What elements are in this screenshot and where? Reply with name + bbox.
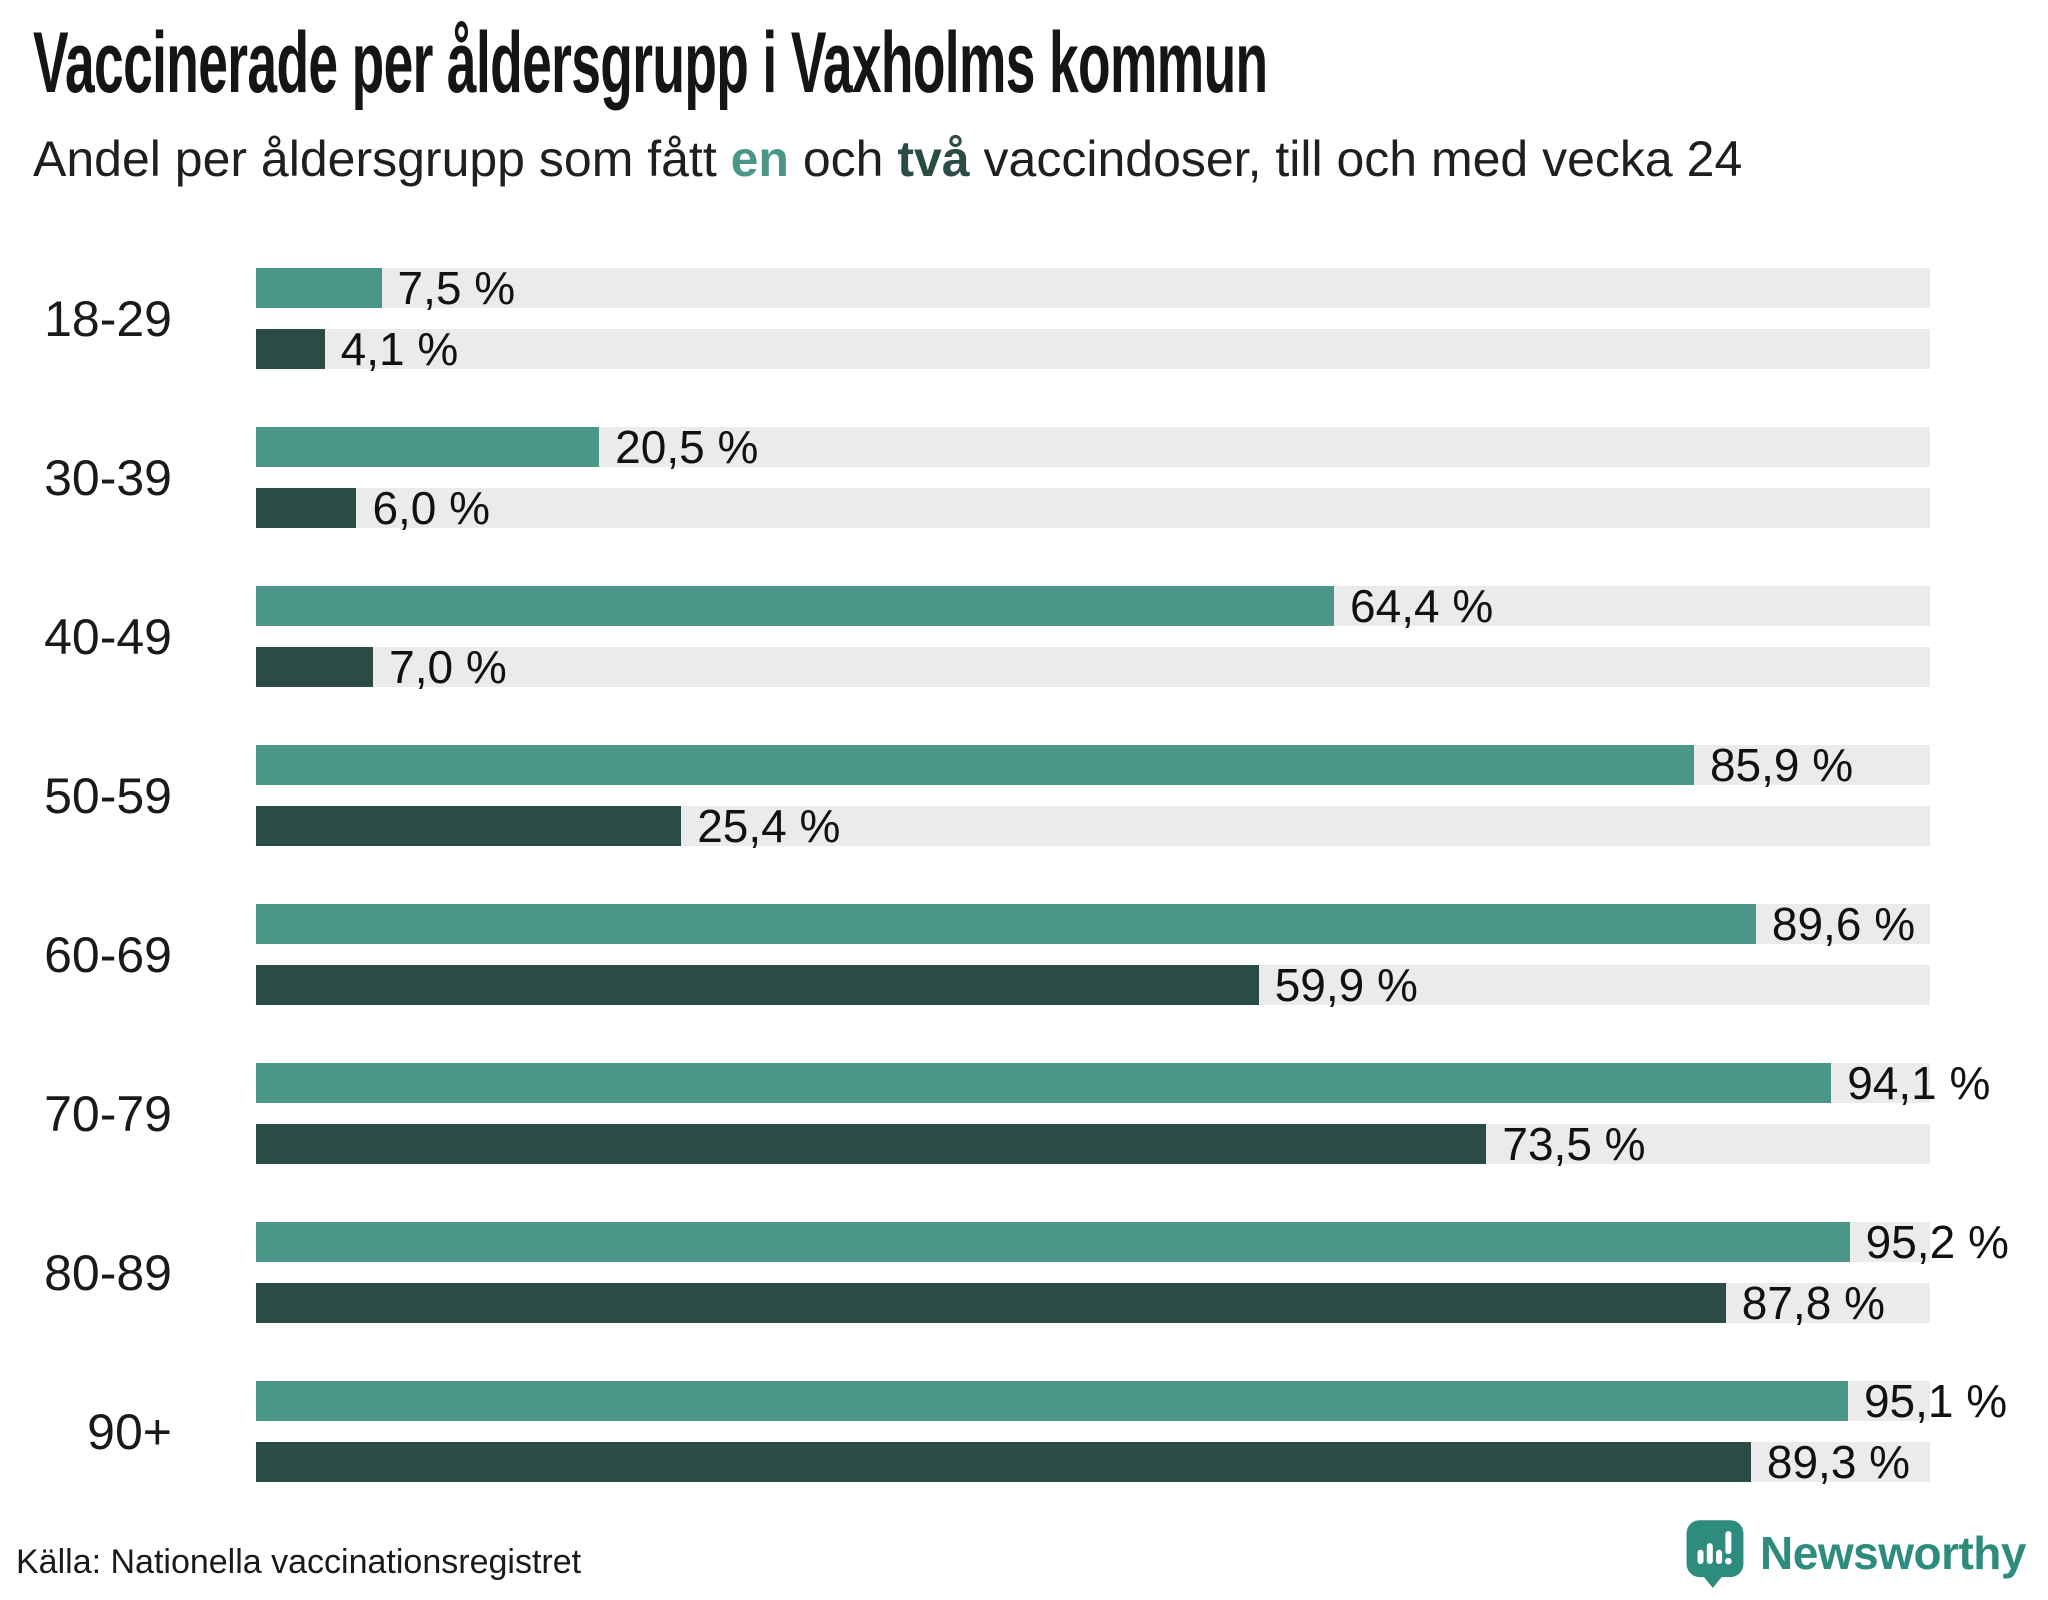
value-label-two-doses: 7,0 % (389, 641, 507, 693)
bar-two-doses (256, 965, 1259, 1005)
bar-one-dose (256, 1063, 1831, 1103)
value-label-two-doses: 4,1 % (340, 323, 459, 375)
bar-track-one-dose (256, 262, 1930, 314)
bar-group-row (0, 580, 1930, 693)
age-group-label: 80-89 (44, 1244, 172, 1301)
chart-title: Vaccinerade per åldersgrupp i Vaxholms kommun (33, 15, 1268, 111)
age-group-label: 50-59 (44, 767, 172, 824)
value-label-one-dose: 95,1 % (1863, 1375, 2008, 1427)
bar-track-two-doses (256, 323, 1930, 375)
bar-one-dose (256, 586, 1334, 626)
newsworthy-logo-icon (1684, 1518, 1746, 1588)
bar-two-doses (256, 1442, 1751, 1482)
value-label-one-dose: 7,5 % (397, 262, 516, 314)
value-label-two-doses: 73,5 % (1502, 1118, 1646, 1170)
bar-two-doses (256, 329, 325, 369)
bar-two-doses (256, 488, 356, 528)
bar-track-two-doses (256, 800, 1930, 852)
bar-one-dose (256, 1381, 1848, 1421)
value-label-one-dose: 89,6 % (1771, 898, 1916, 950)
value-label-one-dose: 94,1 % (1847, 1057, 1991, 1109)
value-label-two-doses: 59,9 % (1274, 959, 1418, 1011)
bar-track-one-dose (256, 1057, 1991, 1109)
age-group-label: 90+ (87, 1403, 172, 1460)
bar-one-dose (256, 745, 1694, 785)
bar-two-doses (256, 1283, 1726, 1323)
newsworthy-logo (1684, 1518, 2026, 1588)
bar-group-row (0, 1375, 2008, 1488)
value-label-two-doses: 87,8 % (1741, 1277, 1885, 1329)
bar-one-dose (256, 268, 382, 308)
age-group-label: 40-49 (44, 608, 172, 665)
bar-track-two-doses (256, 1118, 1930, 1170)
bar-track-two-doses (256, 1277, 1930, 1329)
bar-two-doses (256, 647, 373, 687)
bar-group-row (0, 1057, 1991, 1170)
bar-group-row (0, 421, 1930, 534)
subtitle-legend-two-doses: två (897, 130, 970, 187)
bar-one-dose (256, 427, 599, 467)
bar-group-row (0, 898, 1930, 1011)
bar-track-two-doses (256, 959, 1930, 1011)
bar-track-one-dose (256, 580, 1930, 632)
bar-track-one-dose (256, 1375, 2008, 1427)
age-group-label: 30-39 (44, 449, 172, 506)
chart-subtitle: Andel per åldersgrupp som fått en och två vaccindoser, till och med vecka 24 (33, 130, 1743, 187)
bar-group-row (0, 739, 1930, 852)
bar-group-row (0, 1216, 2009, 1329)
value-label-two-doses: 6,0 % (372, 482, 491, 534)
value-label-two-doses: 25,4 % (697, 800, 841, 852)
bar-track-one-dose (256, 739, 1930, 791)
bar-track-one-dose (256, 421, 1930, 473)
value-label-one-dose: 95,2 % (1865, 1216, 2009, 1268)
newsworthy-brand-text: Newsworthy (1760, 1527, 2026, 1579)
bar-one-dose (256, 1222, 1850, 1262)
chart-header (33, 16, 2023, 189)
bar-track-two-doses (256, 482, 1930, 534)
age-group-label: 18-29 (44, 290, 172, 347)
bar-track-one-dose (256, 898, 1930, 950)
bar-group-bars (256, 1216, 2009, 1329)
bar-group-bars (256, 898, 1930, 1011)
bar-two-doses (256, 1124, 1486, 1164)
bar-group-bars (256, 262, 1930, 375)
bar-track-one-dose (256, 1216, 2009, 1268)
subtitle-legend-one-dose: en (730, 130, 789, 187)
bar-group-bars (256, 1057, 1991, 1170)
bar-track-two-doses (256, 1436, 1930, 1488)
bar-group-bars (256, 739, 1930, 852)
bar-two-doses (256, 806, 681, 846)
value-label-one-dose: 20,5 % (615, 421, 759, 473)
bar-track-two-doses (256, 641, 1930, 693)
age-group-label: 70-79 (44, 1085, 172, 1142)
source-note: Källa: Nationella vaccinationsregistret (16, 1543, 582, 1581)
bar-group-bars (256, 1375, 2008, 1488)
bar-group-bars (256, 580, 1930, 693)
value-label-one-dose: 64,4 % (1350, 580, 1494, 632)
value-label-two-doses: 89,3 % (1766, 1436, 1911, 1488)
value-label-one-dose: 85,9 % (1709, 739, 1854, 791)
age-group-label: 60-69 (44, 926, 172, 983)
bar-group-bars (256, 421, 1930, 534)
chart (0, 262, 2009, 1488)
bar-one-dose (256, 904, 1756, 944)
bar-group-row (0, 262, 1930, 375)
